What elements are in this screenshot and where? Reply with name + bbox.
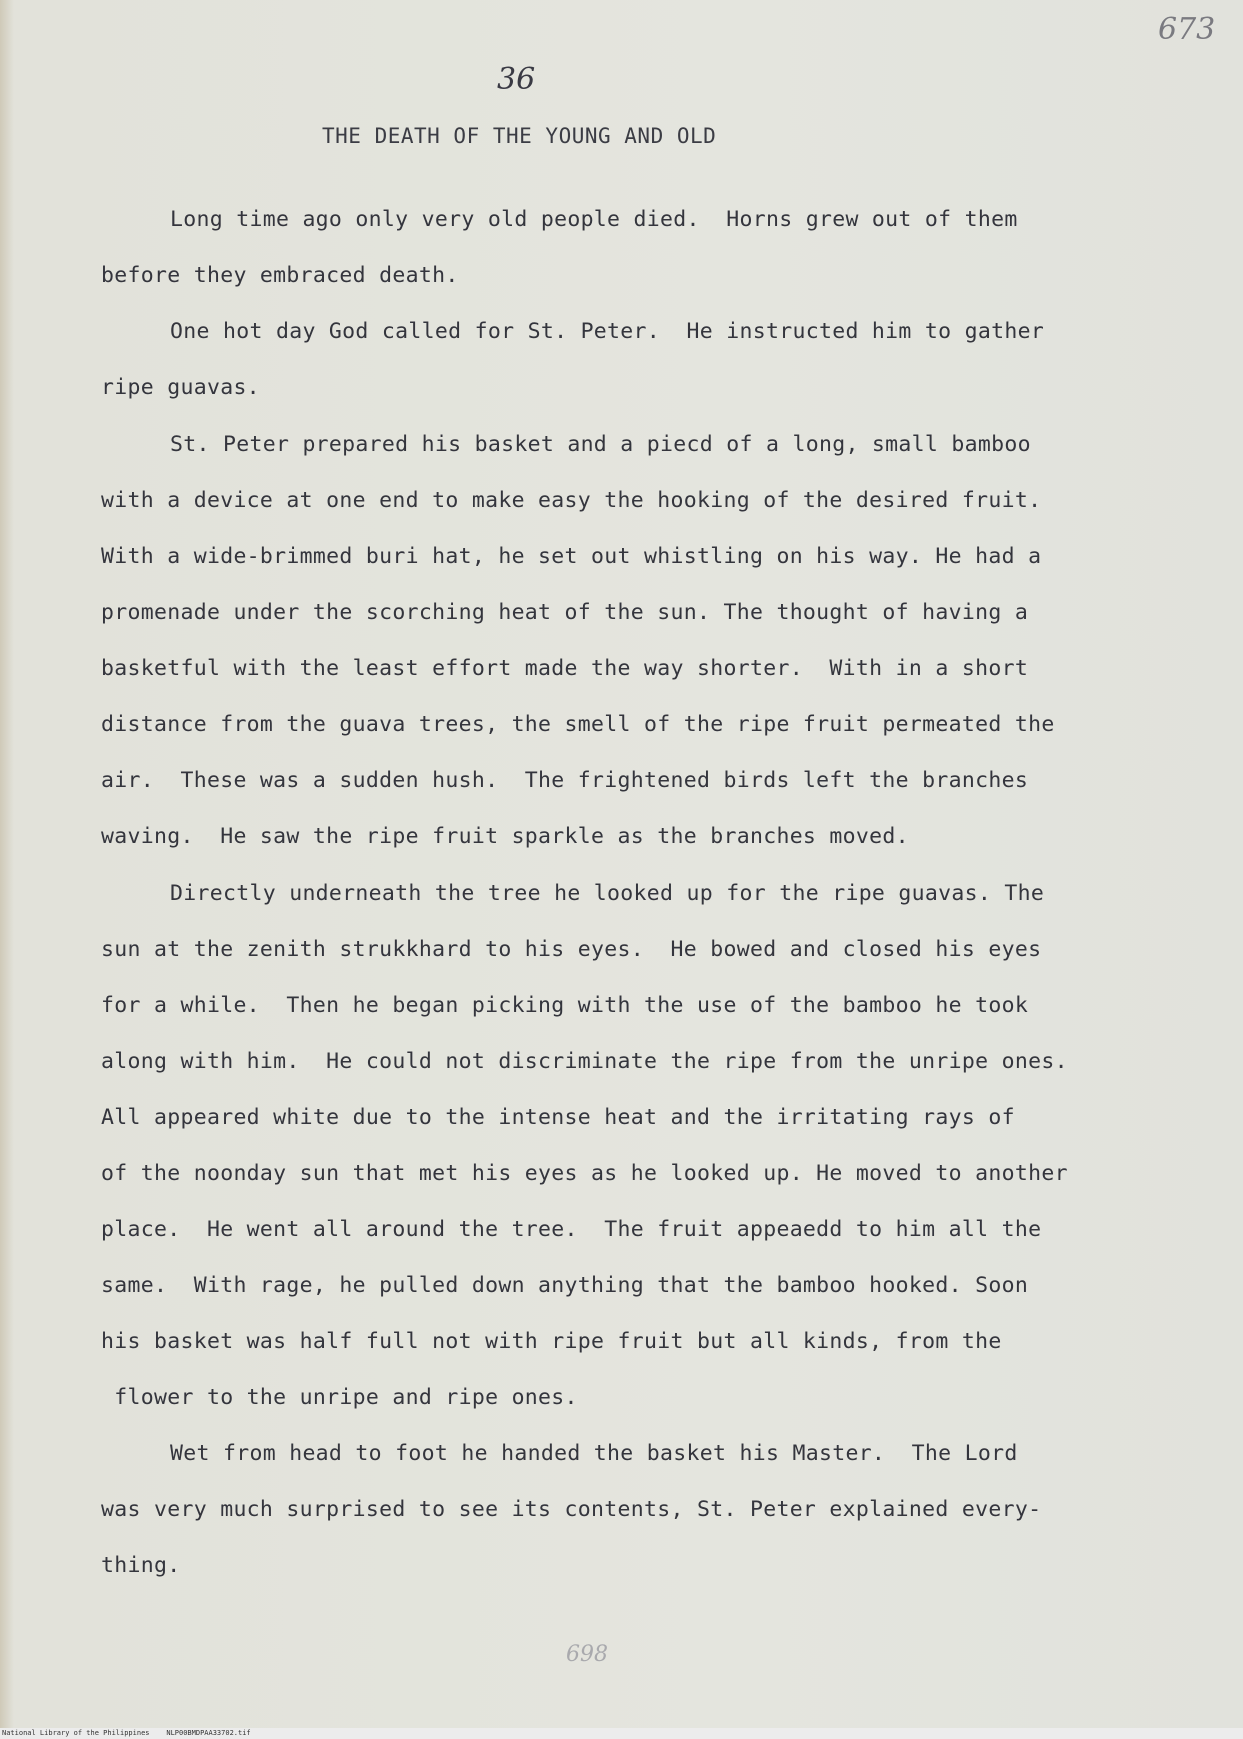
text-line: before they embraced death. [101, 263, 459, 288]
text-line: Directly underneath the tree he looked up for the ripe guavas. The [170, 881, 1045, 906]
text-line: place. He went all around the tree. The fruit appeaedd to him all the [101, 1217, 1042, 1242]
text-line: With a wide-brimmed buri hat, he set out whistling on his way. He had a [101, 544, 1042, 569]
text-line: St. Peter prepared his basket and a piecd of a long, small bamboo [170, 432, 1031, 457]
text-line: waving. He saw the ripe fruit sparkle as the branches moved. [101, 824, 909, 849]
text-line: distance from the guava trees, the smell of the ripe fruit permeated the [101, 712, 1055, 737]
text-line: promenade under the scorching heat of the sun. The thought of having a [101, 600, 1029, 625]
text-line: was very much surprised to see its contents, St. Peter explained every- [101, 1497, 1042, 1522]
text-line: for a while. Then he began picking with the use of the bamboo he took [101, 993, 1029, 1018]
text-line: thing. [101, 1553, 181, 1578]
bottom-page-mark: 698 [566, 1642, 608, 1667]
text-line: Wet from head to foot he handed the basket his Master. The Lord [170, 1441, 1018, 1466]
text-line: Long time ago only very old people died. Horns grew out of them [170, 207, 1018, 232]
page-title: THE DEATH OF THE YOUNG AND OLD [322, 124, 717, 148]
text-line: sun at the zenith strukkhard to his eyes. He bowed and closed his eyes [101, 937, 1042, 962]
text-line: of the noonday sun that met his eyes as he looked up. He moved to another [101, 1161, 1068, 1186]
text-line: along with him. He could not discriminate the ripe from the unripe ones. [101, 1049, 1068, 1074]
text-line: flower to the unripe and ripe ones. [101, 1385, 578, 1410]
corner-page-number: 673 [1158, 12, 1216, 47]
text-line: All appeared white due to the intense heat and the irritating rays of [101, 1105, 1015, 1130]
text-line: basketful with the least effort made the way shorter. With in a short [101, 656, 1029, 681]
text-line: with a device at one end to make easy the hooking of the desired fruit. [101, 488, 1042, 513]
footer-text: National Library of the Philippines NLP00BMDPAA33702.tif [2, 1729, 251, 1737]
text-line: his basket was half full not with ripe fruit but all kinds, from the [101, 1329, 1002, 1354]
text-line: same. With rage, he pulled down anything that the bamboo hooked. Soon [101, 1273, 1029, 1298]
page-number: 36 [497, 62, 536, 97]
text-line: ripe guavas. [101, 375, 260, 400]
text-line: One hot day God called for St. Peter. He instructed him to gather [170, 319, 1045, 344]
text-line: air. These was a sudden hush. The frightened birds left the branches [101, 768, 1029, 793]
